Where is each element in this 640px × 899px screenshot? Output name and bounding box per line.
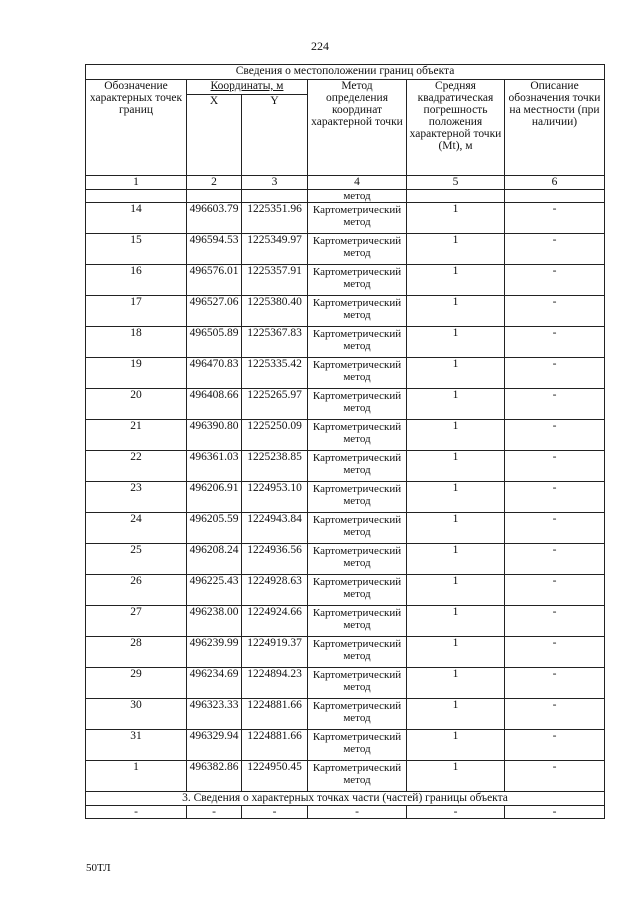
accuracy: 1 [407,544,505,575]
column-number: 3 [242,176,308,190]
section-3-value: - [505,806,605,819]
coord-y: 1225351.96 [242,203,308,234]
description: - [505,575,605,606]
description: - [505,544,605,575]
coord-x: 496505.89 [187,327,242,358]
point-number: 26 [86,575,187,606]
coord-y: 1225238.85 [242,451,308,482]
coord-x: 496603.79 [187,203,242,234]
coord-x: 496238.00 [187,606,242,637]
coord-y: 1224953.10 [242,482,308,513]
coord-y: 1224881.66 [242,730,308,761]
description: - [505,389,605,420]
coord-y: 1224924.66 [242,606,308,637]
column-number: 5 [407,176,505,190]
coord-x: 496329.94 [187,730,242,761]
point-number: 23 [86,482,187,513]
description: - [505,451,605,482]
header-description: Описание обозначения точки на местности (при наличии) [505,80,605,176]
table-row [86,544,605,575]
coord-y: 1224881.66 [242,699,308,730]
point-number: 15 [86,234,187,265]
description: - [505,327,605,358]
coord-y: 1225335.42 [242,358,308,389]
footer-code: 50ТЛ [86,862,111,874]
accuracy: 1 [407,699,505,730]
section-3-value: - [407,806,505,819]
point-number: 24 [86,513,187,544]
method: Картометрический метод [308,575,407,606]
point-number: 25 [86,544,187,575]
table-row [86,513,605,544]
table-row [86,203,605,234]
table-row [86,482,605,513]
table-row [86,606,605,637]
accuracy: 1 [407,234,505,265]
table-row [86,265,605,296]
accuracy: 1 [407,575,505,606]
coord-x: 496234.69 [187,668,242,699]
method: Картометрический метод [308,358,407,389]
method: Картометрический метод [308,327,407,358]
description: - [505,358,605,389]
description: - [505,513,605,544]
method: Картометрический метод [308,482,407,513]
coord-x: 496208.24 [187,544,242,575]
accuracy: 1 [407,482,505,513]
header-coordinates: Координаты, м [187,80,308,95]
accuracy: 1 [407,451,505,482]
point-number: 29 [86,668,187,699]
column-number: 2 [187,176,242,190]
description: - [505,265,605,296]
point-number: 31 [86,730,187,761]
point-number: 22 [86,451,187,482]
accuracy: 1 [407,358,505,389]
table-row [86,451,605,482]
accuracy: 1 [407,420,505,451]
header-point-designation: Обозначение характерных точек границ [86,80,187,176]
coord-x: 496206.91 [187,482,242,513]
accuracy: 1 [407,389,505,420]
method: Картометрический метод [308,544,407,575]
description: - [505,482,605,513]
coord-y: 1224943.84 [242,513,308,544]
coord-x: 496390.80 [187,420,242,451]
point-number: 30 [86,699,187,730]
method: Картометрический метод [308,296,407,327]
coord-x: 496205.59 [187,513,242,544]
method: Картометрический метод [308,699,407,730]
section-3-value: - [308,806,407,819]
description: - [505,420,605,451]
table-title: Сведения о местоположении границ объекта [86,65,605,80]
point-number: 28 [86,637,187,668]
description: - [505,699,605,730]
coord-y: 1224928.63 [242,575,308,606]
coord-x: 496361.03 [187,451,242,482]
accuracy: 1 [407,203,505,234]
coord-y: 1225349.97 [242,234,308,265]
section-3-value: - [86,806,187,819]
accuracy: 1 [407,761,505,792]
accuracy: 1 [407,296,505,327]
method: Картометрический метод [308,513,407,544]
point-number: 18 [86,327,187,358]
table-row [86,358,605,389]
coord-y: 1225265.97 [242,389,308,420]
coord-y: 1224919.37 [242,637,308,668]
coord-x: 496408.66 [187,389,242,420]
point-number: 14 [86,203,187,234]
table-row [86,730,605,761]
point-number: 20 [86,389,187,420]
coord-x: 496594.53 [187,234,242,265]
description: - [505,761,605,792]
point-number: 16 [86,265,187,296]
header-y: Y [242,95,308,176]
section-3-value: - [187,806,242,819]
coord-x: 496527.06 [187,296,242,327]
coord-x: 496323.33 [187,699,242,730]
coord-y: 1225380.40 [242,296,308,327]
method: Картометрический метод [308,637,407,668]
table-row [86,327,605,358]
continued-method: метод [308,190,407,203]
column-number: 1 [86,176,187,190]
coord-y: 1224936.56 [242,544,308,575]
table-row [86,234,605,265]
description: - [505,606,605,637]
table-row [86,389,605,420]
column-numbers-row [86,176,605,190]
coord-x: 496225.43 [187,575,242,606]
section-3-title: 3. Сведения о характерных точках части (частей) границы объекта [86,792,605,806]
coord-x: 496576.01 [187,265,242,296]
point-number: 19 [86,358,187,389]
method: Картометрический метод [308,761,407,792]
method: Картометрический метод [308,730,407,761]
coord-y: 1225250.09 [242,420,308,451]
method: Картометрический метод [308,234,407,265]
point-number: 21 [86,420,187,451]
accuracy: 1 [407,513,505,544]
method: Картометрический метод [308,203,407,234]
accuracy: 1 [407,327,505,358]
column-number: 4 [308,176,407,190]
table-row [86,575,605,606]
section-3-row [86,806,605,819]
method: Картометрический метод [308,668,407,699]
boundary-coordinates-table [85,64,605,819]
accuracy: 1 [407,730,505,761]
coord-x: 496239.99 [187,637,242,668]
point-number: 17 [86,296,187,327]
header-accuracy: Средняя квадратическая погрешность положения характерной точки (Mt), м [407,80,505,176]
section-3-value: - [242,806,308,819]
method: Картометрический метод [308,265,407,296]
page-number: 224 [311,39,329,53]
coord-y: 1225357.91 [242,265,308,296]
point-number: 27 [86,606,187,637]
coord-x: 496470.83 [187,358,242,389]
description: - [505,637,605,668]
coord-y: 1225367.83 [242,327,308,358]
method: Картометрический метод [308,606,407,637]
method: Картометрический метод [308,389,407,420]
table-row [86,637,605,668]
accuracy: 1 [407,606,505,637]
coord-x: 496382.86 [187,761,242,792]
continuation-row [86,190,605,203]
coord-y: 1224894.23 [242,668,308,699]
header-method: Метод определения координат характерной точки [308,80,407,176]
accuracy: 1 [407,637,505,668]
header-x: X [187,95,242,176]
table-row [86,296,605,327]
description: - [505,203,605,234]
table-row [86,668,605,699]
column-number: 6 [505,176,605,190]
coord-y: 1224950.45 [242,761,308,792]
method: Картометрический метод [308,451,407,482]
description: - [505,668,605,699]
point-number: 1 [86,761,187,792]
method: Картометрический метод [308,420,407,451]
accuracy: 1 [407,668,505,699]
accuracy: 1 [407,265,505,296]
table-row [86,761,605,792]
table-row [86,699,605,730]
description: - [505,296,605,327]
description: - [505,234,605,265]
table-row [86,420,605,451]
description: - [505,730,605,761]
